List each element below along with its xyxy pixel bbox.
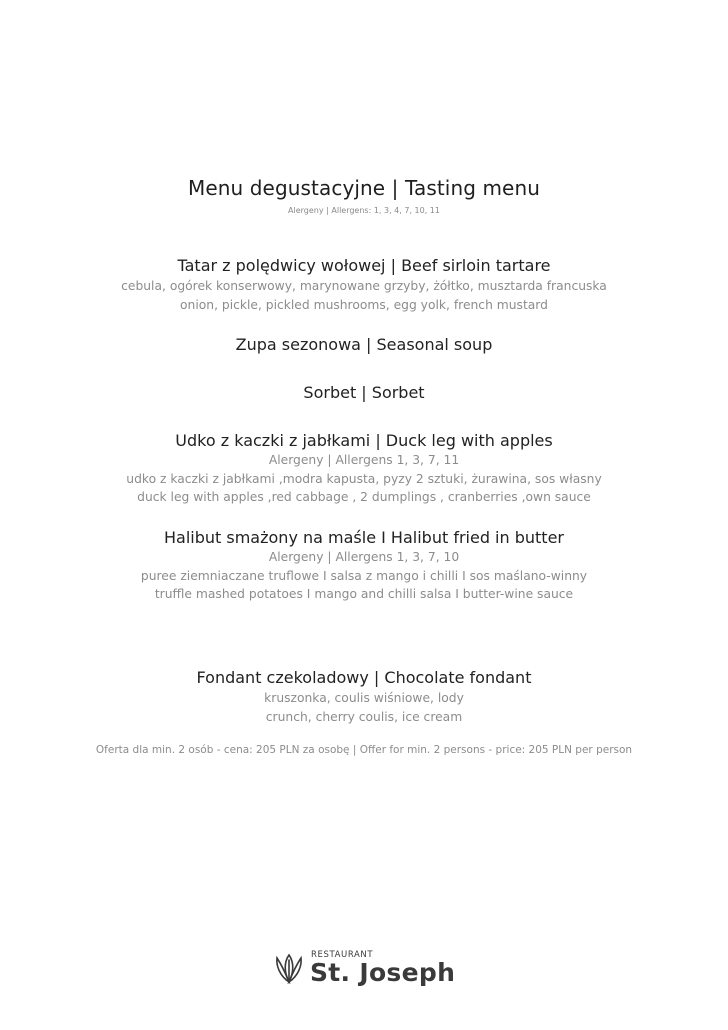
dish-name-sorbet: Sorbet | Sorbet <box>303 383 425 402</box>
dish-desc-pl-tartare: cebula, ogórek konserwowy, marynowane grzyby, żółtko, musztarda francuska <box>121 279 607 293</box>
logo-small-text: RESTAURANT <box>311 950 374 960</box>
offer-text: Oferta dla min. 2 osób - cena: 205 PLN za osobę | Offer for min. 2 persons - price: 205 PLN per person <box>95 744 633 756</box>
dish-desc-pl-duck: udko z kaczki z jabłkami ,modra kapusta, pyzy 2 sztuki, żurawina, sos własny <box>126 472 602 486</box>
menu-allergens: Alergeny | Allergens: 1, 3, 4, 7, 10, 11 <box>288 206 440 215</box>
menu-title: Menu degustacyjne | Tasting menu <box>187 176 541 200</box>
leaf-emblem-icon <box>272 952 306 986</box>
dish-desc-en-tartare: onion, pickle, pickled mushrooms, egg yolk, french mustard <box>180 298 548 312</box>
dish-name-soup: Zupa sezonowa | Seasonal soup <box>235 335 493 354</box>
dish-desc-en-halibut: truffle mashed potatoes I mango and chilli salsa I butter-wine sauce <box>154 587 574 601</box>
dish-desc-pl-halibut: puree ziemniaczane truflowe I salsa z mango i chilli I sos maślano-winny <box>140 569 588 583</box>
dish-name-tartare: Tatar z polędwicy wołowej | Beef sirloin tartare <box>177 256 551 275</box>
dish-name-halibut: Halibut smażony na maśle I Halibut fried in butter <box>164 528 564 547</box>
dish-allergens-duck: Alergeny | Allergens 1, 3, 7, 11 <box>268 453 460 467</box>
dish-name-fondant: Fondant czekoladowy | Chocolate fondant <box>196 668 532 687</box>
logo-name: St. Joseph <box>310 958 456 987</box>
dish-desc-en-duck: duck leg with apples ,red cabbage , 2 dumplings , cranberries ,own sauce <box>137 490 591 504</box>
dish-allergens-halibut: Alergeny | Allergens 1, 3, 7, 10 <box>268 550 460 564</box>
dish-desc-en-fondant: crunch, cherry coulis, ice cream <box>265 710 463 724</box>
dish-name-duck: Udko z kaczki z jabłkami | Duck leg with apples <box>175 431 553 450</box>
dish-desc-pl-fondant: kruszonka, coulis wiśniowe, lody <box>264 691 464 705</box>
restaurant-logo <box>272 948 462 992</box>
